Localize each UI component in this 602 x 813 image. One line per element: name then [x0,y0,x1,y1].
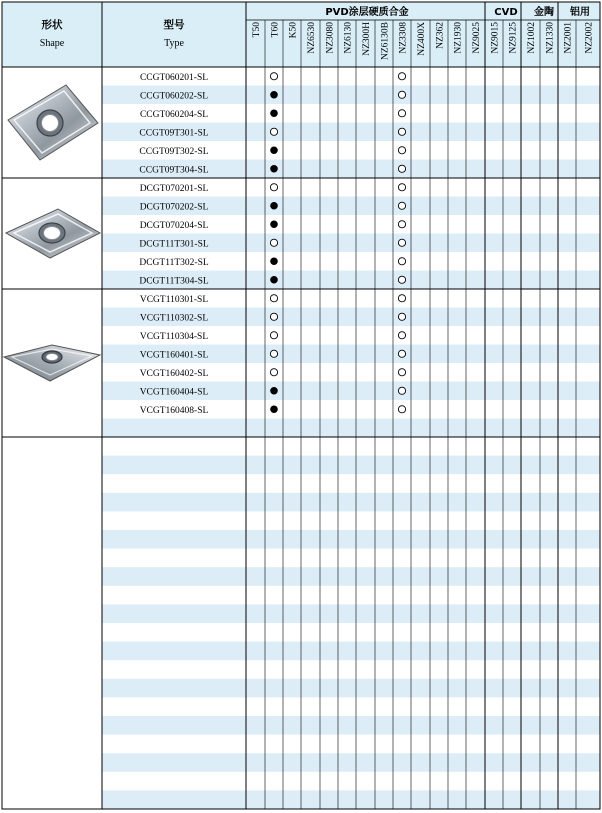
open-circle-mark [270,73,277,80]
open-circle-mark [270,369,277,376]
grade-header-nz3308: NZ3308 [398,22,409,54]
table-row-stripe [102,716,600,735]
open-circle-mark [398,91,405,98]
open-circle-mark [398,295,405,302]
open-circle-mark [398,110,405,117]
open-circle-mark [398,276,405,283]
grade-header-nz6130b: NZ6130B [380,22,391,60]
filled-circle-mark [270,276,278,284]
grade-header-nz300h: NZ300H [362,22,372,56]
open-circle-mark [270,239,277,246]
table-row-stripe [102,790,600,809]
open-circle-mark [270,350,277,357]
type-cell: DCGT070204-SL [139,220,209,231]
filled-circle-mark [270,91,278,99]
vcgt-rhombic-insert-icon [4,345,100,381]
type-header-en: Type [164,38,184,49]
dcgt-rhombic-insert-icon [6,209,100,258]
type-cell: CCGT09T302-SL [139,146,209,157]
type-cell: CCGT060201-SL [139,72,209,83]
open-circle-mark [398,258,405,265]
grade-header-nz6530: NZ6530 [307,22,317,54]
grade-header-nz6130: NZ6130 [343,22,354,54]
filled-circle-mark [270,109,278,117]
open-circle-mark [398,128,405,135]
table-row-stripe [102,642,600,661]
grade-header-nz400x: NZ400X [417,22,427,56]
open-circle-mark [398,387,405,394]
grade-header-nz9125: NZ9125 [508,22,519,54]
type-header-cn: 型号 [163,19,185,31]
type-cell: VCGT110301-SL [139,294,209,305]
table-row-stripe [102,679,600,698]
open-circle-mark [398,221,405,228]
filled-circle-mark [270,220,278,228]
grade-header-nz1002: NZ1002 [527,22,537,54]
shape-header-en: Shape [39,38,65,49]
open-circle-mark [398,202,405,209]
table-row-stripe [102,530,600,549]
filled-circle-mark [270,202,278,210]
open-circle-mark [270,128,277,135]
grade-header-nz1330: NZ1330 [545,22,556,54]
group-pvd-label: PVD涂层硬质合金 [325,7,409,18]
table-row-stripe [102,567,600,586]
grade-header-nz9025: NZ9025 [472,22,482,54]
filled-circle-mark [270,405,278,413]
type-cell: DCGT11T304-SL [139,276,209,287]
type-cell: DCGT11T302-SL [139,257,209,268]
open-circle-mark [270,184,277,191]
open-circle-mark [398,165,405,172]
table-row-stripe [102,419,600,438]
open-circle-mark [398,369,405,376]
group-cermet-label: 金陶 [534,7,554,18]
type-cell: VCGT160408-SL [139,405,209,416]
type-cell: DCGT070201-SL [139,183,209,194]
grade-header-nz362: NZ362 [435,22,446,49]
open-circle-mark [270,313,277,320]
filled-circle-mark [270,165,278,173]
open-circle-mark [398,313,405,320]
row-stripes [102,86,600,810]
table-row-stripe [102,753,600,772]
group-cvd-label: CVD [494,7,518,18]
table-row-stripe [102,456,600,475]
table-row-stripe [102,493,600,512]
shape-header-cn: 形状 [41,19,63,31]
type-cell: VCGT110302-SL [139,313,209,324]
grade-header-nz2002: NZ2002 [584,22,595,54]
filled-circle-mark [270,387,278,395]
grade-header-nz3080: NZ3080 [325,22,336,54]
group-aluminium-label: 铝用 [570,7,590,18]
open-circle-mark [270,332,277,339]
grade-header-nz9015: NZ9015 [490,22,501,54]
type-cell: CCGT09T301-SL [139,128,209,139]
grade-header-nz2001: NZ2001 [563,22,574,54]
grade-header-k50: K50 [288,22,299,39]
filled-circle-mark [270,257,278,265]
type-cell: VCGT160401-SL [139,350,209,361]
type-cell: VCGT160402-SL [139,368,209,379]
open-circle-mark [398,406,405,413]
open-circle-mark [398,184,405,191]
table-row-stripe [102,604,600,623]
ccgt-rhombic-insert-icon [8,85,98,160]
type-cell: CCGT09T304-SL [139,165,209,176]
type-cell: VCGT160404-SL [139,387,209,398]
filled-circle-mark [270,146,278,154]
insert-shapes [4,85,100,381]
open-circle-mark [398,73,405,80]
grade-header-nz1930: NZ1930 [453,22,464,54]
type-cell: CCGT060202-SL [139,91,209,102]
open-circle-mark [398,350,405,357]
open-circle-mark [270,295,277,302]
open-circle-mark [398,332,405,339]
type-cell: VCGT110304-SL [139,331,209,342]
open-circle-mark [398,239,405,246]
type-cell: DCGT11T301-SL [139,239,209,250]
type-cell: CCGT060204-SL [139,109,209,120]
grade-header-t60: T60 [270,22,281,38]
type-cell: DCGT070202-SL [139,202,209,213]
open-circle-mark [398,147,405,154]
grade-header-t50: T50 [252,22,262,38]
